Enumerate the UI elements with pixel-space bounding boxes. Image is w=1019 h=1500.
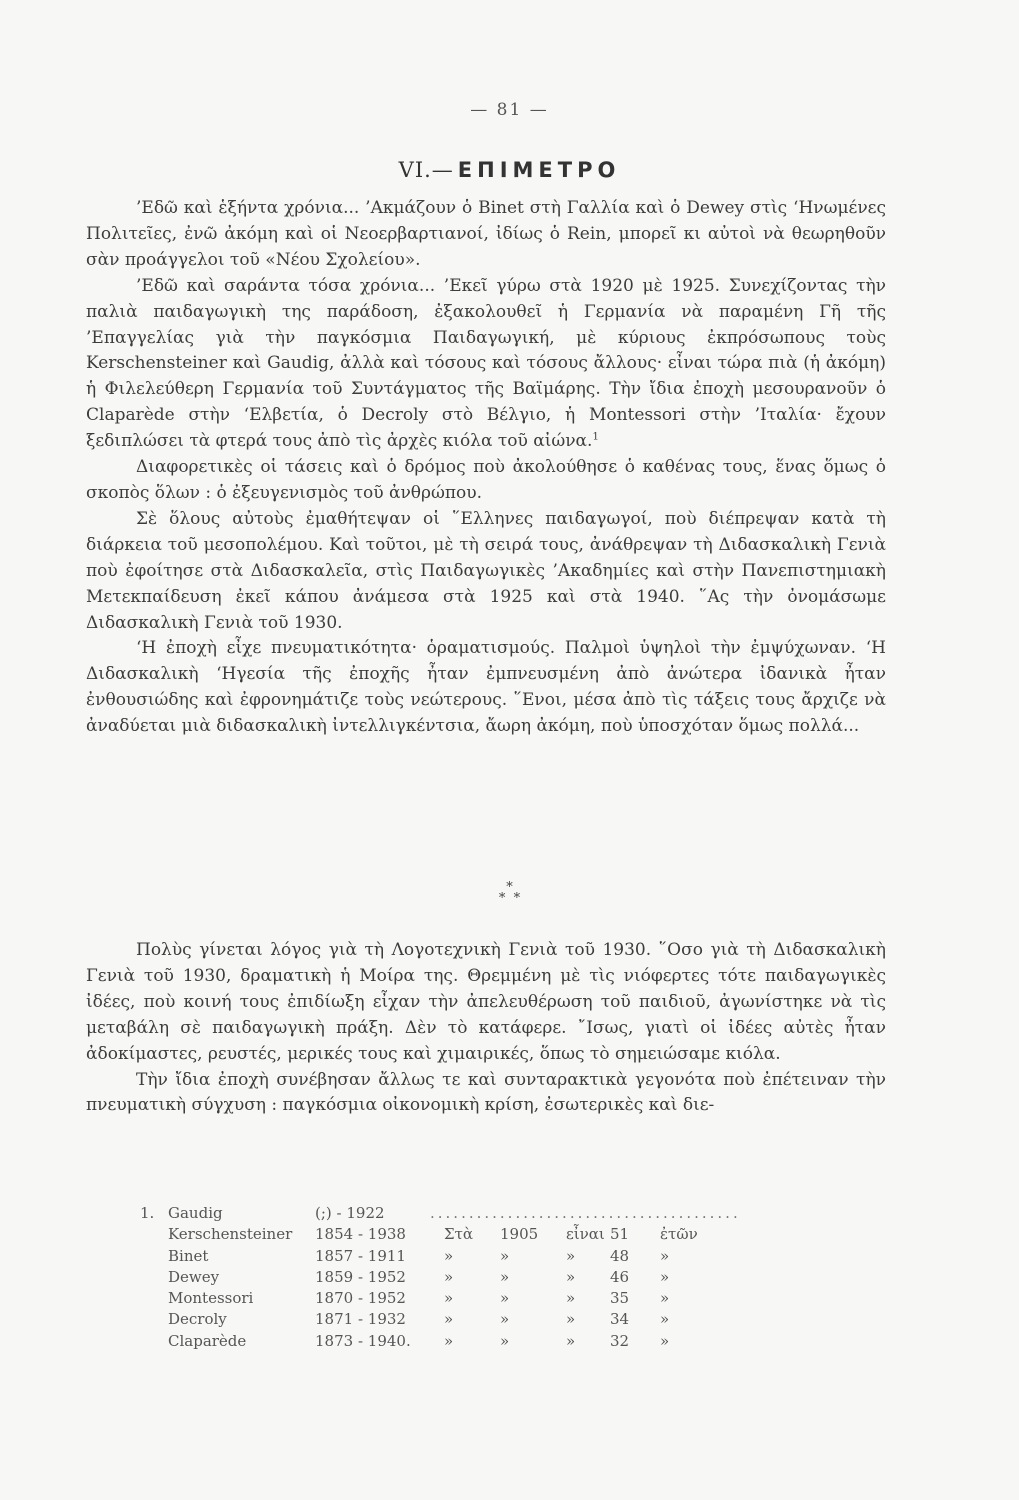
footnote-unit: » <box>660 1267 670 1286</box>
footnote-unit: » <box>660 1331 670 1350</box>
footnote-name: Montessori <box>168 1289 254 1308</box>
chapter-number: VI.— <box>398 158 454 182</box>
paragraph: Πολὺς γίνεται λόγος γιὰ τὴ Λογοτεχνικὴ Γενιὰ τοῦ 1930. ῞Οσο γιὰ τὴ Διδασκαλικὴ Γενιὰ τοῦ 1930, δραματικὴ ἡ Μοίρα της. Θρεμμένη μὲ τὶς νιόφερτες τότε παιδαγωγικὲς ἰδέες, ποὺ κοινή τους ἐπιδίωξη εἶχαν τὴν ἀπελευθέρωση τοῦ παιδιοῦ, ἀγωνίστηκε νὰ τὶς μεταβάλη σὲ παιδαγωγικὴ πράξη. Δὲν τὸ κατάφερε. ῎Ισως, γιατὶ οἱ ἰδέες αὐτὲς ἦταν ἀδοκίμαστες, ρευστές, μερικές τους καὶ χιμαιρικές, ὅπως τὸ σημειώσαμε κιόλα. <box>86 940 886 1064</box>
chapter-name: ΕΠΙΜΕΤΡΟ <box>457 158 621 182</box>
footnote-years: 1871 - 1932 <box>315 1310 406 1329</box>
footnote-years: (;) - 1922 <box>315 1204 385 1222</box>
footnote-unit: » <box>660 1289 670 1308</box>
footnote-age: 51 <box>610 1225 630 1244</box>
paragraph <box>86 274 886 455</box>
paragraph: Τὴν ἴδια ἐποχὴ συνέβησαν ἄλλως τε καὶ συνταρακτικὰ γεγονότα ποὺ ἐπέτειναν τὴν πνευματικὴ σύγχυση : παγκόσμια οἰκονομικὴ κρίση, ἐσωτερικὲς καὶ διε- <box>86 1069 886 1116</box>
page-number: — 81 — <box>470 100 549 120</box>
footnote-row <box>140 1288 760 1309</box>
footnote-row <box>140 1224 760 1245</box>
footnote-col-year: » <box>500 1289 510 1308</box>
paragraph: Σὲ ὅλους αὐτοὺς ἐμαθήτεψαν οἱ ῞Ελληνες παιδαγωγοί, ποὺ διέπρεψαν κατὰ τὴ διάρκεια τοῦ μεσοπολέμου. Καὶ τοῦτοι, μὲ τὴ σειρά τους, ἀνάθρεψαν τὴ Διδασκαλικὴ Γενιὰ ποὺ ἐφοίτησε στὰ Διδασκαλεῖα, στὶς Παιδαγωγικὲς ’Ακαδημίες καὶ στὴν Πανεπιστημιακὴ Μετεκπαίδευση ἐκεῖ κάπου ἀνάμεσα στὰ 1925 καὶ στὰ 1940. ῞Ας τὴν ὀνομάσωμε Διδασκαλικὴ Γενιὰ τοῦ 1930. <box>86 508 886 633</box>
footnote-age: 46 <box>610 1267 630 1286</box>
paragraph-text: ’Εδῶ καὶ σαράντα τόσα χρόνια... ’Εκεῖ γύρω στὰ 1920 μὲ 1925. Συνεχίζοντας τὴν παλιὰ παιδαγωγικὴ της παράδοση, ἐξακολουθεῖ ἡ Γερμανία νὰ παραμένη Γῆ τῆς ’Επαγγελίας γιὰ τὴν παγκόσμια Παιδαγωγική, μὲ κύριους ἐκπρόσωπους τοὺς Kerschensteiner καὶ Gaudig, ἀλλὰ καὶ τόσους καὶ τόσους ἄλλους· εἶναι τώρα πιὰ (ἡ ἀκόμη) ἡ Φιλελεύθερη Γερμανία τοῦ Συντάγματος τῆς Βαϊμάρης. Τὴν ἴδια ἐποχὴ μεσουρανοῦν ὁ Claparède στὴν ‘Ελβετία, ὁ Decroly στὸ Βέλγιο, ἡ Montessori στὴν ’Ιταλία· ἔχουν ξεδιπλώσει τὰ φτερά τους ἀπὸ τὶς ἀρχὲς κιόλα τοῦ αἰώνα. <box>86 275 886 452</box>
footnote-row <box>140 1331 760 1352</box>
section-separator: * * * <box>498 880 521 906</box>
footnote-row <box>140 1246 760 1267</box>
footnote-col-b: εἶναι <box>566 1225 605 1244</box>
footnote-name: Dewey <box>168 1267 220 1286</box>
footnote-age: 34 <box>610 1310 630 1329</box>
footnote-col-b: » <box>566 1331 576 1350</box>
footnote-unit: » <box>660 1310 670 1329</box>
paragraph: ‘Η ἐποχὴ εἶχε πνευματικότητα· ὁραματισμούς. Παλμοὶ ὑψηλοὶ τὴν ἐμψύχωναν. ‘Η Διδασκαλικὴ ‘Ηγεσία τῆς ἐποχῆς ἦταν ἐμπνευσμένη ἀπὸ ἀνώτερα ἰδανικὰ ἦταν ἐνθουσιώδης καὶ ἐφρονημάτιζε τοὺς νεώτερους. ῞Ενοι, μέσα ἀπὸ τὶς τάξεις τους ἄρχιζε νὰ ἀναδύεται μιὰ διδασκαλικὴ ἰντελλιγκέντσια, ἄωρη ἀκόμη, ποὺ ὑποσχόταν ὅμως πολλά... <box>86 638 886 737</box>
footnote-col-b: » <box>566 1267 576 1286</box>
footnote-name: Binet <box>168 1246 209 1265</box>
footnote-col-a: » <box>444 1289 454 1308</box>
footnote-col-a: » <box>444 1246 454 1265</box>
footnote-age: 48 <box>610 1246 630 1265</box>
footnote-years: 1857 - 1911 <box>315 1246 406 1265</box>
footnote-years: 1854 - 1938 <box>315 1225 406 1244</box>
section-two <box>86 938 886 1119</box>
section-one <box>86 196 886 740</box>
footnote-col-a: » <box>444 1310 454 1329</box>
footnote-age: 35 <box>610 1289 630 1308</box>
footnote-col-a: » <box>444 1267 454 1286</box>
paragraph: Διαφορετικὲς οἱ τάσεις καὶ ὁ δρόμος ποὺ ἀκολούθησε ὁ καθένας τους, ἕνας ὅμως ὁ σκοπὸς ὅλων : ὁ ἐξευγενισμὸς τοῦ ἀνθρώπου. <box>86 457 886 503</box>
footnote-unit: » <box>660 1246 670 1265</box>
footnote-unit: ἐτῶν <box>660 1225 698 1244</box>
footnote-name: Claparède <box>168 1331 247 1350</box>
footnote-col-year: » <box>500 1310 510 1329</box>
footnote-col-b: » <box>566 1310 576 1329</box>
footnote-col-a: » <box>444 1331 454 1350</box>
footnote-years: 1870 - 1952 <box>315 1289 406 1308</box>
footnote-years: 1859 - 1952 <box>315 1267 406 1286</box>
footnote-col-b: » <box>566 1289 576 1308</box>
footnote <box>140 1203 760 1352</box>
footnote-marker: 1. <box>140 1204 155 1222</box>
footnote-col-year: » <box>500 1331 510 1350</box>
footnote-row <box>140 1267 760 1288</box>
footnote-row <box>140 1203 760 1224</box>
footnote-reference: 1 <box>592 431 599 443</box>
footnote-dots: ........................................ <box>430 1204 741 1222</box>
chapter-title <box>0 158 1019 182</box>
footnote-name: Decroly <box>168 1310 227 1329</box>
footnote-col-year: » <box>500 1246 510 1265</box>
footnote-col-b: » <box>566 1246 576 1265</box>
footnote-col-year: » <box>500 1267 510 1286</box>
paragraph: ’Εδῶ καὶ ἑξήντα χρόνια... ’Ακμάζουν ὁ Binet στὴ Γαλλία καὶ ὁ Dewey στὶς ‘Ηνωμένες Πολιτεῖες, ἐνῶ ἀκόμη καὶ οἱ Νεοερβαρτιανοί, ἰδίως ὁ Rein, μπορεῖ κι αὐτοὶ νὰ θεωρηθοῦν σὰν προάγγελοι τοῦ «Νέου Σχολείου». <box>86 198 886 270</box>
footnote-col-a: Στὰ <box>444 1225 474 1244</box>
footnote-name: Gaudig <box>168 1204 223 1222</box>
footnote-row <box>140 1309 760 1330</box>
footnote-col-year: 1905 <box>500 1225 539 1244</box>
footnote-years: 1873 - 1940. <box>315 1331 411 1350</box>
footnote-age: 32 <box>610 1331 630 1350</box>
footnote-name: Kerschensteiner <box>168 1225 293 1244</box>
